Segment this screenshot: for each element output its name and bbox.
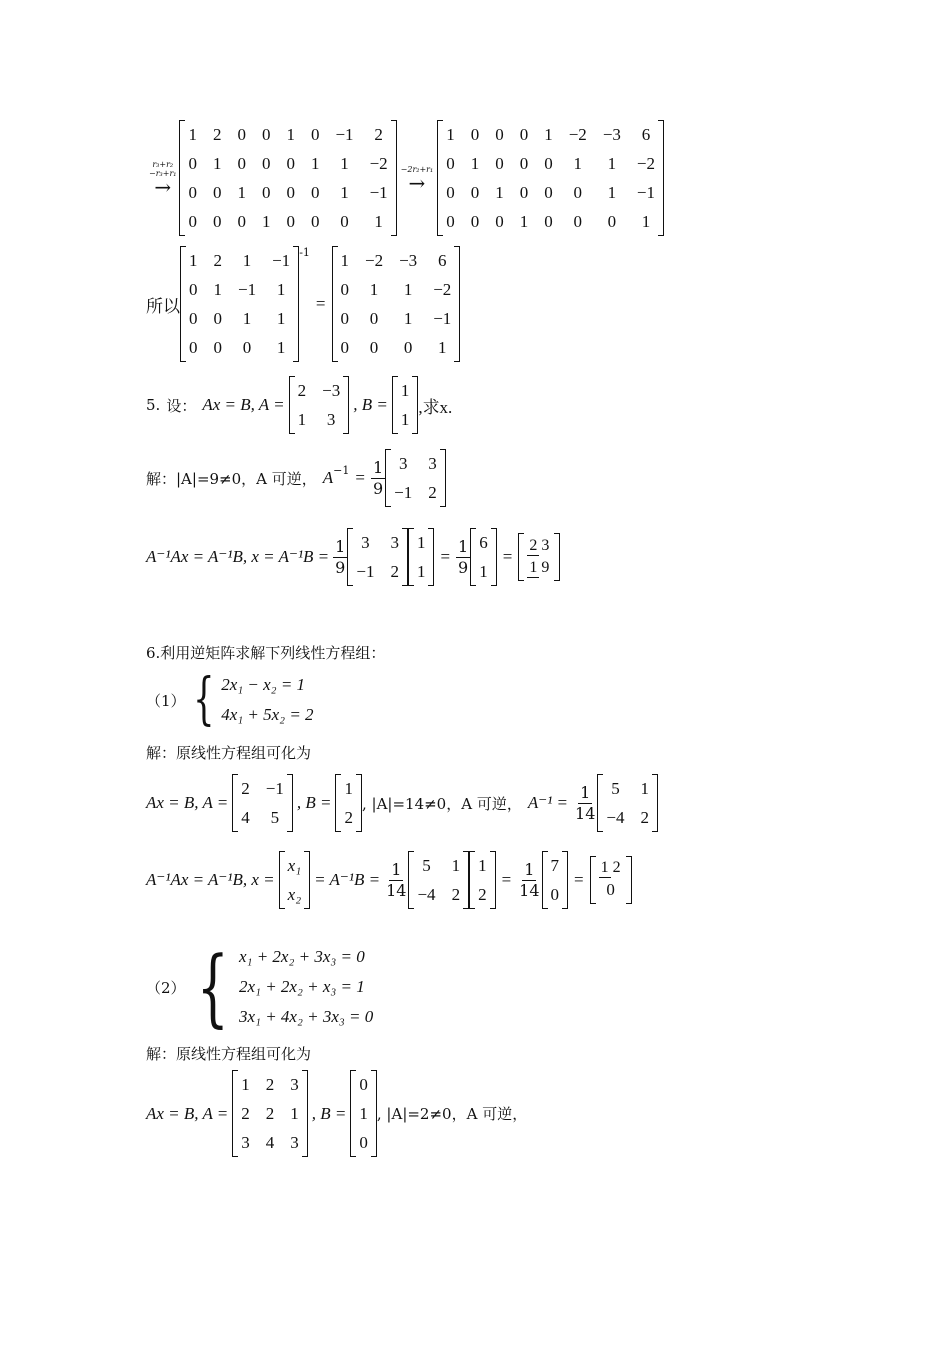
matrix-cell: 2	[241, 1104, 250, 1123]
matrix-cell: 0	[188, 183, 197, 202]
matrix-cell: 0	[446, 183, 455, 202]
matrix-cell: 1	[286, 125, 295, 144]
inverse-exponent: -1	[299, 246, 310, 259]
solution-5-b	[408, 528, 435, 586]
matrix-cell: 1	[416, 533, 426, 552]
matrix-cell: 0	[237, 125, 246, 144]
sol61-b-label: , B =	[296, 793, 332, 812]
matrix-cell: −3	[322, 381, 341, 400]
matrix-cell: 3	[290, 1075, 299, 1094]
matrix-cell: 1	[640, 779, 649, 798]
matrix-cell: 1	[310, 154, 320, 173]
matrix-cell: 0	[340, 212, 349, 231]
solution-6-1-line-2: A⁻¹Ax = A⁻¹B, x = x₁ x₂ = A⁻¹B = $\frac{1}{14}$ 5 1 −4 2 1 2 = $\frac{1}{14}$ 7 0 = 1 2 0	[146, 851, 632, 909]
matrix-cell: 0	[310, 183, 320, 202]
matrix-cell: 0	[340, 338, 349, 357]
matrix-cell: 0	[212, 212, 222, 231]
solution-5-inv-label: A	[322, 468, 334, 487]
matrix-cell: 4	[265, 1133, 275, 1152]
part-1-eq-2: 4x₁ + 5x₂ = 2	[221, 705, 314, 724]
matrix-cell: 5	[270, 808, 280, 827]
matrix-cell: −1	[265, 779, 284, 798]
solution-6-intro: 解：原线性方程组可化为	[146, 744, 312, 762]
matrix-cell: 2	[374, 125, 383, 144]
inverse-result-matrix	[332, 246, 461, 362]
sol61-result: 1 2 0	[590, 856, 632, 904]
solution-5-fraction: $\frac{1}{9}$	[372, 457, 384, 498]
matrix-cell: 1	[276, 338, 286, 357]
brace-icon: {	[196, 938, 229, 1036]
matrix-cell: 0	[369, 338, 379, 357]
solution-5-m	[347, 528, 408, 586]
matrix-cell: 1	[212, 154, 222, 173]
matrix-cell: 0	[242, 338, 252, 357]
matrix-cell: 0	[470, 125, 480, 144]
part-2-eq-2: 2x₁ + 2x₂ + x₃ = 1	[239, 977, 365, 996]
matrix-cell: 0	[359, 1133, 368, 1152]
matrix-cell: −1	[394, 483, 413, 502]
matrix-cell: 0	[189, 280, 198, 299]
matrix-cell: x₂	[287, 885, 302, 904]
matrix-cell: 0	[519, 154, 529, 173]
matrix-cell: 0	[519, 125, 529, 144]
sol61-v	[542, 851, 569, 909]
matrix-cell: 2	[265, 1104, 275, 1123]
matrix-cell: 0	[544, 212, 553, 231]
matrix-cell: 4	[241, 808, 250, 827]
sol62-eq: Ax = B, A =	[146, 1103, 229, 1123]
conclusion-line: 所以 1 2 1 −1 0 1 −1 1 0 0 1 1 0 0 0 1 -1 = 1 −2 −3 6 0 1 1 −2 0 0 1 −1 0 0 0 1	[146, 246, 460, 362]
matrix-cell: 1	[400, 381, 410, 400]
solution-5-v	[470, 528, 497, 586]
matrix-cell: −1	[369, 183, 388, 202]
matrix-cell: 1	[359, 1104, 368, 1123]
matrix-cell: 0	[286, 183, 295, 202]
matrix-cell: 1	[276, 280, 286, 299]
matrix-cell: 1	[237, 183, 246, 202]
matrix-cell: 0	[189, 309, 198, 328]
matrix-cell: 3	[390, 533, 399, 552]
matrix-cell: 6	[479, 533, 488, 552]
matrix-cell: 5	[611, 779, 620, 798]
part-2-eq-1: x₁ + 2x₂ + 3x₃ = 0	[239, 947, 365, 966]
matrix-cell: 1	[400, 410, 410, 429]
solution-5-lhs: A⁻¹Ax = A⁻¹B, x = A⁻¹B =	[146, 547, 330, 566]
matrix-cell: 1	[403, 280, 413, 299]
matrix-cell: 0	[310, 212, 320, 231]
part-1-eq-1: 2x₁ − x₂ = 1	[221, 675, 306, 694]
reduction-matrix-1	[179, 120, 396, 236]
matrix-cell: −1	[272, 251, 291, 270]
matrix-cell: 2	[241, 779, 250, 798]
matrix-cell: −2	[433, 280, 452, 299]
matrix-cell: 1	[344, 779, 353, 798]
sol62-matrix-a	[232, 1070, 308, 1157]
matrix-cell: 1	[479, 562, 488, 581]
problem-5	[146, 376, 452, 434]
matrix-cell: 1	[607, 154, 617, 173]
matrix-cell: 1	[242, 309, 252, 328]
matrix-cell: 0	[340, 309, 349, 328]
matrix-cell: 3	[290, 1133, 299, 1152]
matrix-cell: 1	[641, 212, 651, 231]
part-1-system	[146, 667, 314, 732]
matrix-cell: −4	[606, 808, 625, 827]
matrix-cell: 0	[237, 154, 246, 173]
sol61-m	[408, 851, 469, 909]
solution-5-frac-1: $\frac{1}{9}$	[335, 536, 346, 577]
matrix-cell: 0	[544, 183, 553, 202]
matrix-cell: −1	[636, 183, 655, 202]
sol61-matrix-a	[232, 774, 293, 832]
sol62-matrix-b	[350, 1070, 377, 1157]
matrix-cell: 5	[422, 856, 431, 875]
matrix-cell: x₁	[287, 856, 302, 875]
matrix-cell: 1	[297, 410, 307, 429]
row-op-1: r₃+r₂ −r₃+r₁ →	[149, 160, 177, 199]
matrix-cell: 1	[416, 562, 426, 581]
matrix-cell: −1	[433, 309, 452, 328]
matrix-cell: 1	[241, 1075, 250, 1094]
matrix-cell: −3	[602, 125, 621, 144]
solution-6-2-line	[146, 1070, 527, 1157]
matrix-cell: 0	[495, 125, 504, 144]
matrix-cell: 3	[241, 1133, 250, 1152]
matrix-cell: 1	[340, 251, 349, 270]
matrix-cell: 2	[265, 1075, 275, 1094]
solution-5-frac-2: $\frac{1}{9}$	[458, 536, 469, 577]
matrix-cell: −3	[399, 251, 418, 270]
matrix-cell: 0	[286, 154, 295, 173]
matrix-cell: 1	[437, 338, 447, 357]
problem-5-eq: Ax = B, A =	[202, 395, 285, 414]
matrix-cell: 0	[573, 212, 583, 231]
matrix-cell: 1	[276, 309, 286, 328]
matrix-cell: 0	[369, 309, 379, 328]
sol61-lhs: A⁻¹Ax = A⁻¹B, x =	[146, 870, 275, 889]
matrix-cell: 2	[390, 562, 399, 581]
solution-5-line-1: 解：|A|=9≠0，A 可逆， A −1 = $\frac{1}{9}$ 3 3 −1 2	[146, 449, 446, 507]
matrix-cell: 1	[403, 309, 413, 328]
part-2-system	[146, 938, 374, 1036]
matrix-cell: 2	[213, 251, 222, 270]
matrix-cell: 0	[495, 212, 504, 231]
matrix-cell: 0	[261, 125, 271, 144]
problem-5-suffix: ,求x.	[418, 397, 453, 417]
matrix-cell: 6	[641, 125, 651, 144]
matrix-cell: 3	[398, 454, 408, 473]
matrix-cell: 0	[237, 212, 246, 231]
matrix-cell: 0	[519, 183, 529, 202]
matrix-cell: 1	[261, 212, 271, 231]
reduction-matrix-2	[437, 120, 664, 236]
reduction-line	[146, 120, 664, 236]
sol61-mid: = A⁻¹B =	[314, 870, 381, 889]
matrix-cell: 0	[470, 183, 480, 202]
part-1-label: （1）	[146, 691, 186, 710]
matrix-cell: 1	[495, 183, 504, 202]
matrix-cell: 2	[344, 808, 353, 827]
sol61-frac-1: $\frac{1}{14}$	[386, 859, 407, 900]
matrix-cell: 3	[326, 410, 336, 429]
matrix-cell: 0	[340, 280, 349, 299]
matrix-cell: 1	[607, 183, 617, 202]
sol61-frac-2: $\frac{1}{14}$	[519, 859, 540, 900]
matrix-cell: 1	[374, 212, 383, 231]
matrix-cell: 1	[451, 856, 461, 875]
sol61-eq: Ax = B, A =	[146, 793, 229, 812]
matrix-cell: 0	[403, 338, 413, 357]
matrix-cell: −2	[365, 251, 384, 270]
part-2-label: （2）	[146, 978, 186, 997]
problem-5-number: 5.	[146, 396, 161, 414]
matrix-cell: 1	[213, 280, 222, 299]
matrix-cell: 1	[544, 125, 553, 144]
matrix-cell: 0	[359, 1075, 368, 1094]
problem-5-b-label: , B =	[353, 395, 388, 414]
matrix-cell: 0	[470, 212, 480, 231]
matrix-cell: 2	[478, 885, 487, 904]
matrix-cell: 1	[446, 125, 455, 144]
matrix-cell: 3	[361, 533, 370, 552]
part-2-eq-3: 3x₁ + 4x₂ + 3x₃ = 0	[239, 1007, 374, 1026]
result-fraction: 1 9	[529, 559, 550, 576]
matrix-cell: 1	[188, 125, 197, 144]
solution-5-inv-sup: −1	[333, 463, 350, 477]
matrix-cell: 2	[212, 125, 222, 144]
solution-5-inverse-matrix	[385, 449, 446, 507]
matrix-cell: 1	[340, 183, 349, 202]
matrix-cell: 0	[446, 154, 455, 173]
matrix-cell: 0	[188, 212, 197, 231]
inverse-source-matrix	[180, 246, 299, 362]
sol61-inverse	[597, 774, 658, 832]
brace-icon: {	[192, 667, 215, 732]
solution-6-2-intro: 解：原线性方程组可化为	[146, 1045, 312, 1063]
matrix-cell: 0	[261, 154, 271, 173]
matrix-cell: 0	[544, 154, 553, 173]
matrix-cell: −1	[238, 280, 257, 299]
matrix-cell: 1	[573, 154, 583, 173]
matrix-cell: 0	[607, 212, 617, 231]
matrix-cell: 0	[212, 183, 222, 202]
sol62-det: , |A|=2≠0，A 可逆，	[376, 1105, 528, 1123]
matrix-cell: 7	[550, 856, 560, 875]
matrix-cell: 0	[286, 212, 295, 231]
matrix-cell: 0	[310, 125, 320, 144]
matrix-cell: 0	[573, 183, 583, 202]
problem-5-prefix: 设：	[166, 396, 197, 415]
matrix-cell: 0	[213, 309, 222, 328]
sol61-fraction: $\frac{1}{14}$	[575, 782, 596, 823]
matrix-cell: 6	[437, 251, 447, 270]
sol62-b-label: , B =	[311, 1103, 347, 1123]
solution-5-line-2: A⁻¹Ax = A⁻¹B, x = A⁻¹B = $\frac{1}{9}$ 3 3 −1 2 1 1 = $\frac{1}{9}$ 6 1 = 2 3 1 9	[146, 528, 560, 586]
matrix-cell: 0	[213, 338, 222, 357]
matrix-cell: 0	[188, 154, 197, 173]
matrix-cell: 1	[369, 280, 379, 299]
matrix-cell: 2	[428, 483, 437, 502]
matrix-cell: 1	[470, 154, 480, 173]
matrix-cell: −2	[369, 154, 388, 173]
sol61-x-vector	[279, 851, 310, 909]
matrix-cell: 0	[550, 885, 560, 904]
problem-6-heading: 6.利用逆矩阵求解下列线性方程组：	[146, 644, 386, 662]
solution-5-intro: 解：|A|=9≠0，A 可逆，	[146, 469, 317, 488]
matrix-cell: 2	[297, 381, 307, 400]
matrix-cell: −1	[335, 125, 354, 144]
matrix-cell: −1	[356, 562, 375, 581]
solution-6-1-line-1	[146, 774, 658, 832]
matrix-cell: 0	[446, 212, 455, 231]
matrix-cell: 1	[340, 154, 349, 173]
sol61-matrix-b	[335, 774, 362, 832]
matrix-cell: 3	[428, 454, 437, 473]
matrix-cell: 1	[519, 212, 529, 231]
matrix-cell: 1	[189, 251, 198, 270]
matrix-cell: 0	[189, 338, 198, 357]
matrix-cell: −2	[568, 125, 587, 144]
matrix-cell: 0	[495, 154, 504, 173]
problem-5-matrix-a	[289, 376, 350, 434]
sol61-det: , |A|=14≠0，A 可逆，	[361, 794, 522, 813]
matrix-cell: −4	[417, 885, 436, 904]
sol61-inv-label: A⁻¹ =	[527, 793, 569, 812]
matrix-cell: 2	[640, 808, 649, 827]
matrix-cell: 2	[451, 885, 461, 904]
row-op-2: −2r₂+r₁ →	[400, 164, 434, 195]
matrix-cell: 1	[242, 251, 252, 270]
matrix-cell: 1	[478, 856, 487, 875]
result-fraction: 2 3	[529, 537, 550, 554]
solution-5-result	[518, 533, 560, 581]
sol61-b	[469, 851, 496, 909]
matrix-cell: 1	[290, 1104, 299, 1123]
conclusion-label: 所以	[146, 296, 180, 317]
matrix-cell: −2	[636, 154, 655, 173]
problem-5-matrix-b	[392, 376, 419, 434]
matrix-cell: 0	[261, 183, 271, 202]
